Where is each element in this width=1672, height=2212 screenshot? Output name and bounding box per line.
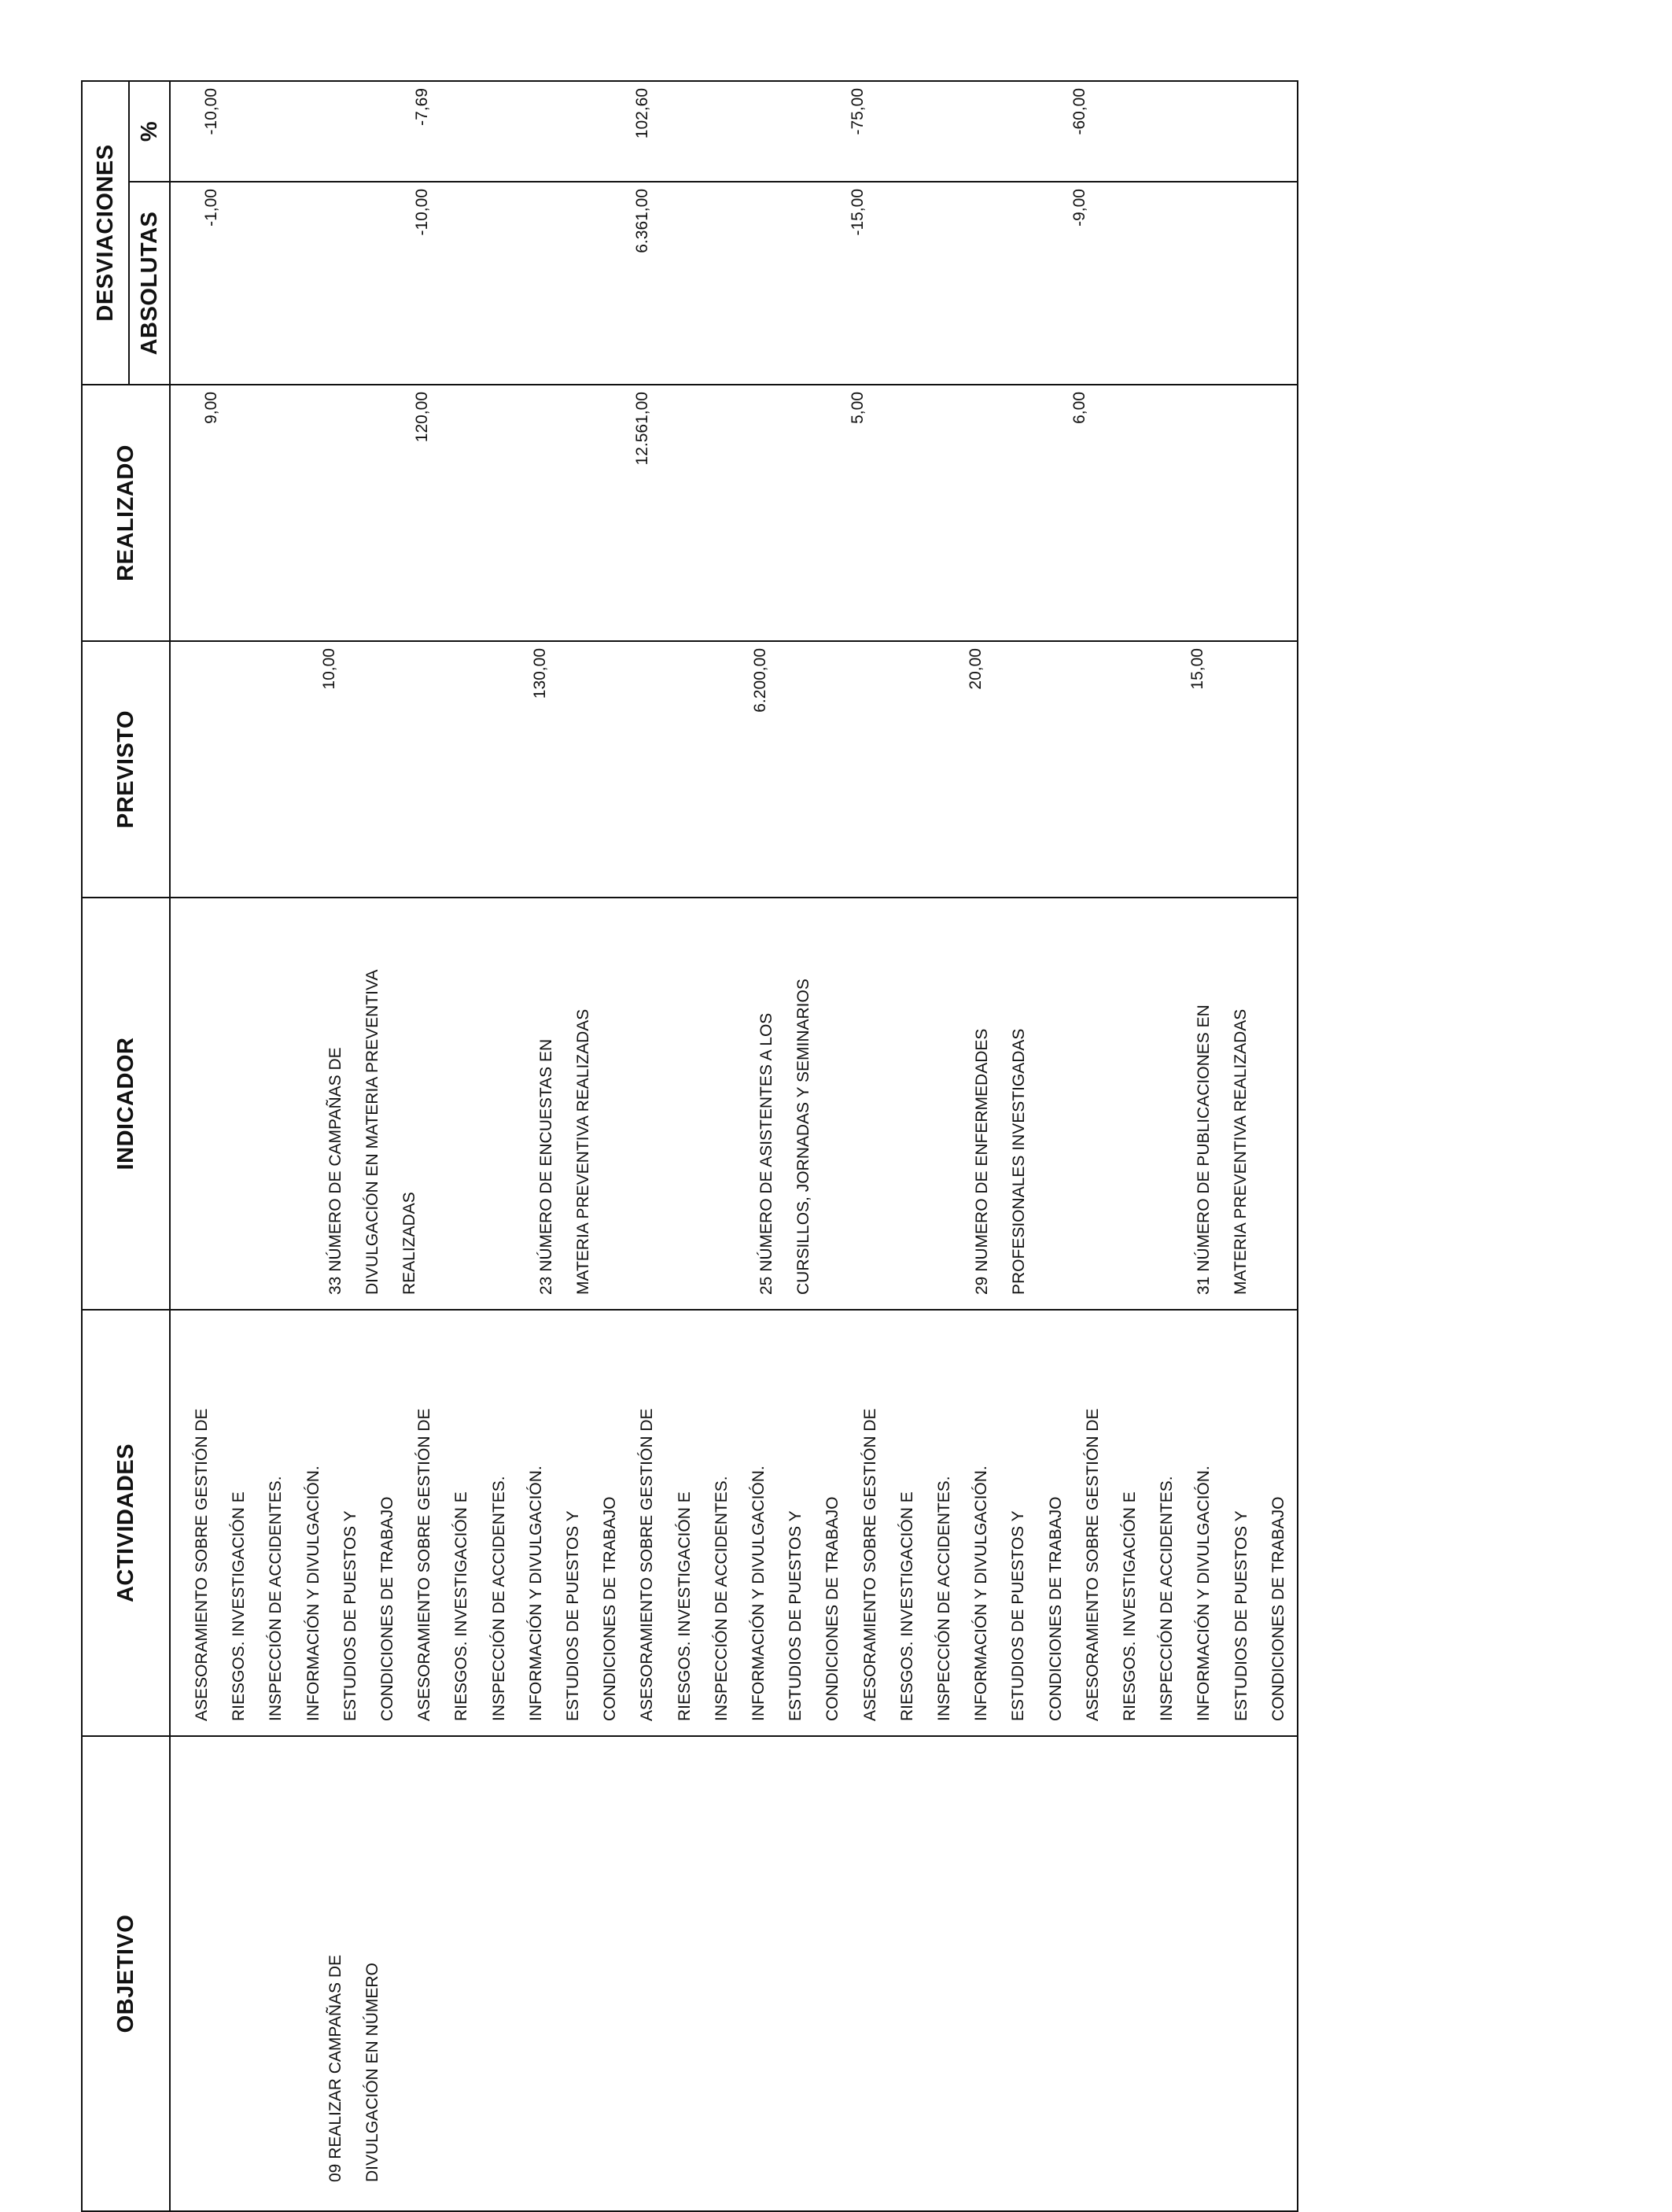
actividad-block bbox=[852, 1315, 1074, 1721]
absolutas-value: -1,00 bbox=[202, 189, 220, 227]
header-porcentaje: % bbox=[129, 81, 170, 182]
actividad-line: INFORMACIÓN Y DIVULGACIÓN. bbox=[749, 1465, 768, 1721]
previsto-value: 130,00 bbox=[531, 648, 549, 699]
porcentaje-cell bbox=[170, 81, 1298, 182]
actividad-line: ESTUDIOS DE PUESTOS Y bbox=[1232, 1510, 1250, 1721]
header-realizado: REALIZADO bbox=[82, 385, 170, 641]
indicador-text bbox=[317, 970, 428, 1295]
indicador-line: MATERIA PREVENTIVA REALIZADAS bbox=[1232, 1008, 1250, 1295]
actividades-list bbox=[171, 1311, 1297, 1735]
header-previsto: PREVISTO bbox=[82, 641, 170, 898]
actividad-line: INSPECCIÓN DE ACCIDENTES. bbox=[935, 1476, 954, 1721]
objetivo-line-2: DIVULGACIÓN EN NÚMERO bbox=[363, 1963, 381, 2182]
actividad-line: ESTUDIOS DE PUESTOS Y bbox=[564, 1510, 583, 1721]
actividad-line: RIESGOS. INVESTIGACIÓN E bbox=[1121, 1491, 1140, 1721]
realizado-value: 6,00 bbox=[1070, 392, 1088, 424]
header-actividades: ACTIVIDADES bbox=[82, 1310, 170, 1736]
indicador-line: REALIZADAS bbox=[400, 1192, 418, 1295]
actividad-line: ASESORAMIENTO SOBRE GESTIÓN DE bbox=[1083, 1408, 1102, 1721]
indicador-line: 33 NÚMERO DE CAMPAÑAS DE bbox=[326, 1047, 344, 1295]
actividad-block bbox=[183, 1315, 406, 1721]
realizado-value: 120,00 bbox=[413, 392, 431, 443]
indicador-line: DIVULGACIÓN EN MATERIA PREVENTIVA bbox=[363, 969, 381, 1295]
actividad-line: INSPECCIÓN DE ACCIDENTES. bbox=[489, 1476, 508, 1721]
results-table bbox=[81, 80, 1298, 2212]
realizado-cell bbox=[170, 385, 1298, 641]
absolutas-value: -9,00 bbox=[1070, 189, 1088, 227]
indicador-line: PROFESIONALES INVESTIGADAS bbox=[1010, 1028, 1028, 1295]
porcentaje-value: -7,69 bbox=[413, 87, 431, 126]
actividad-line: RIESGOS. INVESTIGACIÓN E bbox=[897, 1491, 916, 1721]
absolutas-cell bbox=[170, 182, 1298, 385]
porcentaje-value: -75,00 bbox=[849, 87, 867, 135]
actividad-line: INFORMACIÓN Y DIVULGACIÓN. bbox=[1195, 1465, 1213, 1721]
realizado-value: 12.561,00 bbox=[633, 392, 651, 466]
porcentaje-value: -60,00 bbox=[1070, 87, 1088, 135]
porcentaje-value: -10,00 bbox=[202, 87, 220, 135]
previsto-value: 10,00 bbox=[320, 648, 338, 690]
indicador-text bbox=[1185, 1005, 1259, 1295]
actividad-line: RIESGOS. INVESTIGACIÓN E bbox=[452, 1491, 471, 1721]
actividad-line: RIESGOS. INVESTIGACIÓN E bbox=[675, 1491, 694, 1721]
actividad-line: CONDICIONES DE TRABAJO bbox=[1269, 1496, 1287, 1721]
indicador-text bbox=[528, 1009, 602, 1295]
actividad-line: ESTUDIOS DE PUESTOS Y bbox=[786, 1510, 805, 1721]
actividad-line: ASESORAMIENTO SOBRE GESTIÓN DE bbox=[638, 1408, 657, 1721]
indicador-line: 25 NÚMERO DE ASISTENTES A LOS bbox=[757, 1012, 775, 1295]
actividad-line: RIESGOS. INVESTIGACIÓN E bbox=[230, 1491, 249, 1721]
previsto-value: 20,00 bbox=[967, 648, 985, 690]
absolutas-value: 6.361,00 bbox=[633, 189, 651, 253]
header-absolutas: ABSOLUTAS bbox=[129, 182, 170, 385]
indicador-text bbox=[963, 1029, 1037, 1295]
actividad-line: ASESORAMIENTO SOBRE GESTIÓN DE bbox=[860, 1408, 879, 1721]
actividad-line: ASESORAMIENTO SOBRE GESTIÓN DE bbox=[415, 1408, 434, 1721]
actividad-line: CONDICIONES DE TRABAJO bbox=[823, 1496, 842, 1721]
absolutas-value: -15,00 bbox=[849, 189, 867, 236]
objetivo-line-1: 09 REALIZAR CAMPAÑAS DE bbox=[326, 1954, 344, 2182]
indicador-line: 29 NUMERO DE ENFERMEDADES bbox=[973, 1028, 991, 1295]
actividad-block bbox=[1074, 1315, 1297, 1721]
actividad-line: INFORMACIÓN Y DIVULGACIÓN. bbox=[304, 1465, 322, 1721]
realizado-value: 9,00 bbox=[202, 392, 220, 424]
header-indicador: INDICADOR bbox=[82, 898, 170, 1310]
indicador-line: 23 NÚMERO DE ENCUESTAS EN bbox=[537, 1038, 555, 1295]
indicador-text bbox=[748, 979, 822, 1295]
porcentaje-value: 102,60 bbox=[633, 87, 651, 139]
actividad-line: INSPECCIÓN DE ACCIDENTES. bbox=[1158, 1476, 1177, 1721]
actividad-line: CONDICIONES DE TRABAJO bbox=[1046, 1496, 1065, 1721]
actividad-block bbox=[628, 1315, 851, 1721]
indicador-line: CURSILLOS, JORNADAS Y SEMINARIOS bbox=[794, 979, 812, 1295]
actividad-line: INSPECCIÓN DE ACCIDENTES. bbox=[712, 1476, 731, 1721]
previsto-value: 15,00 bbox=[1188, 648, 1206, 690]
actividad-line: INSPECCIÓN DE ACCIDENTES. bbox=[267, 1476, 285, 1721]
actividades-cell bbox=[170, 1310, 1298, 1736]
actividad-line: ESTUDIOS DE PUESTOS Y bbox=[341, 1510, 359, 1721]
objetivo-cell bbox=[170, 1736, 1298, 2211]
actividad-line: ASESORAMIENTO SOBRE GESTIÓN DE bbox=[193, 1408, 211, 1721]
indicador-line: 31 NÚMERO DE PUBLICACIONES EN bbox=[1195, 1005, 1213, 1295]
header-objetivo: OBJETIVO bbox=[82, 1736, 170, 2211]
actividad-block bbox=[406, 1315, 628, 1721]
actividad-line: CONDICIONES DE TRABAJO bbox=[378, 1496, 397, 1721]
realizado-value: 5,00 bbox=[849, 392, 867, 424]
absolutas-value: -10,00 bbox=[413, 189, 431, 236]
actividad-line: INFORMACIÓN Y DIVULGACIÓN. bbox=[526, 1465, 545, 1721]
previsto-cell bbox=[170, 641, 1298, 898]
actividad-line: INFORMACIÓN Y DIVULGACIÓN. bbox=[972, 1465, 991, 1721]
rotated-page bbox=[81, 82, 1287, 2212]
actividad-line: ESTUDIOS DE PUESTOS Y bbox=[1009, 1510, 1028, 1721]
actividad-line: CONDICIONES DE TRABAJO bbox=[601, 1496, 620, 1721]
previsto-value: 6.200,00 bbox=[751, 648, 769, 713]
indicador-line: MATERIA PREVENTIVA REALIZADAS bbox=[574, 1008, 592, 1295]
indicador-cell bbox=[170, 898, 1298, 1310]
header-desviaciones: DESVIACIONES bbox=[82, 81, 129, 385]
